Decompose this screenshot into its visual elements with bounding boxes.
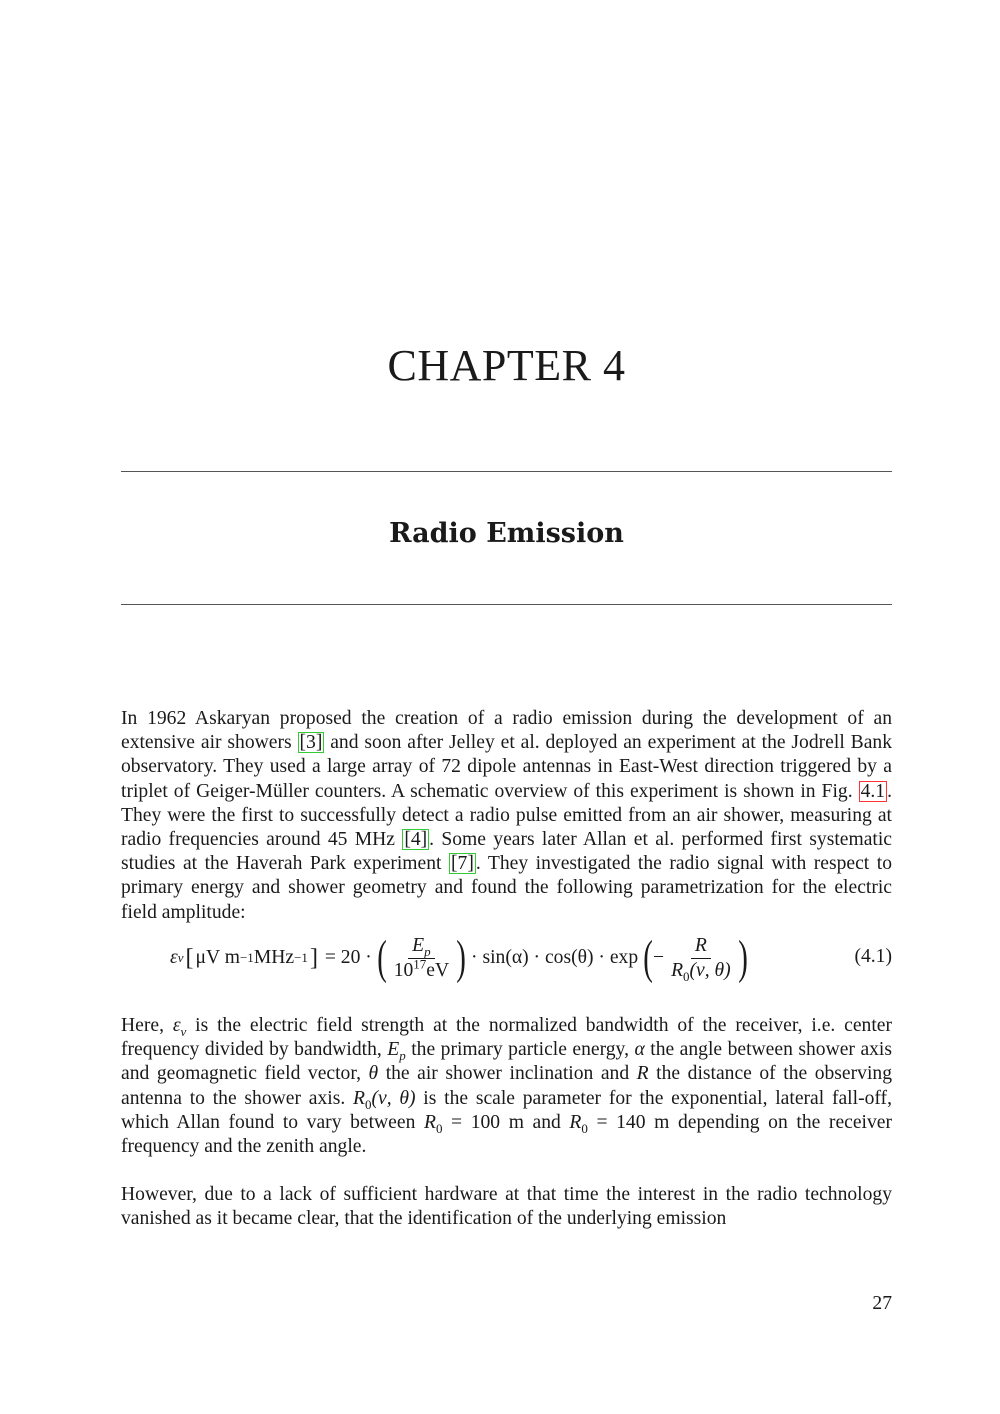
- eq-close-paren-exp: ): [737, 931, 748, 984]
- eq-symbol-R0-sub: 0: [683, 968, 690, 984]
- citation-link-4[interactable]: [4]: [404, 829, 428, 851]
- eq-den-base: 10: [393, 959, 414, 981]
- eq-den-unit: eV: [426, 959, 450, 981]
- eq-symbol-R: R: [694, 934, 707, 956]
- eq-symbol-E: E: [412, 934, 425, 956]
- symbol-R0-a-sub: 0: [435, 1120, 443, 1136]
- eq-unit-a: μV m: [195, 947, 240, 968]
- eq-symbol-R0-args: (ν, θ): [689, 959, 731, 981]
- text-run: . They were the first to successfully detect a radio pulse emitted from an air shower, measuring at radio frequencies around 45 MHz: [121, 780, 892, 851]
- eq-unit-b: MHz: [253, 947, 295, 968]
- eq-symbol-p: p: [424, 943, 431, 959]
- page-number: 27: [872, 1293, 892, 1314]
- citation-link-7[interactable]: [7]: [451, 853, 474, 875]
- chapter-heading: CHAPTER 4: [387, 341, 626, 390]
- symbol-p: p: [399, 1048, 406, 1064]
- text-run: the distance of the observing antenna to the shower axis.: [121, 1063, 892, 1109]
- paragraph-intro: [121, 707, 892, 925]
- symbol-theta: θ: [368, 1063, 379, 1085]
- text-run: In 1962 Askaryan proposed the creation of a radio emission during the development of an extensive air showers: [121, 708, 892, 754]
- symbol-R0-b: R: [569, 1111, 582, 1133]
- eq-fraction-energy: [390, 935, 453, 982]
- text-run: is the scale parameter for the exponential, lateral fall-off, which Allan found to vary between: [121, 1087, 892, 1133]
- eq-middle: · sin(α) · cos(θ) · exp: [466, 947, 644, 968]
- text-run: is the electric field strength at the normalized bandwidth of the receiver, i.e. center frequency divided by bandwidth,: [121, 1015, 892, 1061]
- eq-den-exp: 17: [413, 955, 427, 971]
- equation-4-1: [170, 930, 892, 986]
- eq-minus: −: [653, 947, 665, 968]
- text-run: the primary particle energy,: [405, 1039, 635, 1061]
- eq-symbol-epsilon: ε: [170, 947, 178, 968]
- citation-link-3[interactable]: [3]: [299, 732, 323, 754]
- figure-link-4-1[interactable]: 4.1: [860, 780, 886, 802]
- text-run: and soon after Jelley et al. deployed an experiment at the Jodrell Bank observatory. They used a large array of 72 dipole antennas in East-West direction triggered by a triplet of Geiger-Müller counters. A schematic overview of this experiment is shown in Fig.: [121, 732, 892, 802]
- text-run: the angle between shower axis and geomagnetic field vector,: [121, 1039, 893, 1085]
- eq-open-bracket: [: [185, 944, 194, 971]
- symbol-E: E: [387, 1039, 400, 1061]
- equation-number: (4.1): [854, 946, 892, 967]
- text-run: = 140 m depending on the receiver frequency and the zenith angle.: [121, 1111, 892, 1158]
- symbol-R: R: [636, 1063, 649, 1085]
- eq-fraction-distance: [667, 935, 735, 982]
- text-run: Here,: [121, 1015, 173, 1036]
- eq-symbol-nu: ν: [177, 950, 184, 965]
- symbol-R0-args: (ν, θ): [371, 1087, 416, 1109]
- top-rule: [121, 471, 892, 472]
- text-run: the air shower inclination and: [378, 1063, 637, 1085]
- text-run: . Some years later Allan et al. performed first systematic studies at the Haverah Park experiment: [121, 829, 892, 875]
- symbol-R0-a: R: [423, 1111, 436, 1133]
- symbol-epsilon: ε: [172, 1015, 181, 1036]
- eq-open-paren-exp: (: [643, 931, 653, 984]
- eq-symbol-R0: R: [671, 959, 684, 981]
- bottom-rule: [121, 604, 892, 605]
- text-run: = 100 m and: [442, 1111, 570, 1133]
- paragraph-explanation: [121, 1014, 892, 1159]
- paragraph-history: However, due to a lack of sufficient hardware at that time the interest in the radio technology vanished as it became clear, that the identification of the underlying emission: [121, 1184, 892, 1230]
- symbol-R0-b-sub: 0: [581, 1120, 588, 1136]
- chapter-title: Radio Emission: [389, 518, 624, 549]
- eq-open-paren: (: [376, 931, 387, 984]
- symbol-R0: R: [353, 1087, 365, 1109]
- eq-factor: = 20 ·: [319, 947, 377, 968]
- symbol-R0-sub: 0: [364, 1096, 372, 1112]
- symbol-nu: ν: [180, 1023, 187, 1039]
- symbol-alpha: α: [634, 1039, 645, 1061]
- eq-close-paren: ): [456, 931, 466, 984]
- equation-body: ε ν [ μV m −1 MHz −1 ] = 20 · ( $\frac{E_p}{10^{17}eV}$ ) · sin(α) · cos(θ) · exp ( − $\frac{R}{R_0(\nu, \theta)}$ ): [170, 931, 748, 984]
- text-run: . They investigated the radio signal with respect to primary energy and shower geometry and found the following parametrization for the electric field amplitude:: [121, 853, 892, 923]
- eq-close-bracket: ]: [309, 944, 318, 971]
